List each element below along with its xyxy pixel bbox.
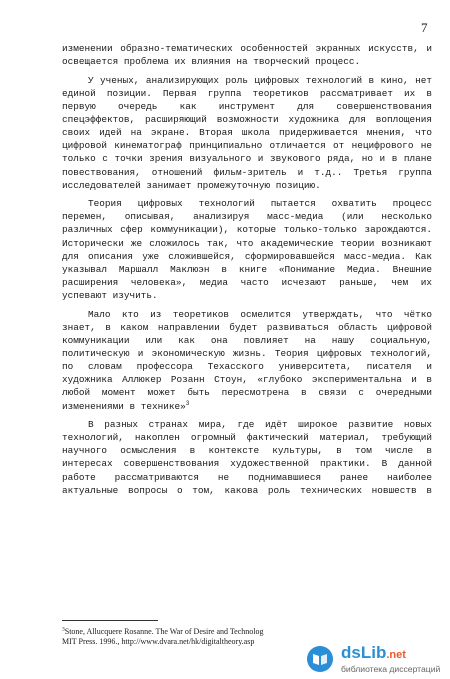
quote-end-text: изменениями в технике»	[62, 400, 186, 412]
text-line: научного осмысления в контексте культуры, в том числе в	[62, 445, 432, 457]
text-line: коммуникации или как она повлияет на нашу социальную,	[62, 334, 432, 346]
text-line: указывал Маршалл Маклюэн в книге «Понимание Медиа. Внешние	[62, 263, 432, 275]
text-line: различных сфер коммуникации), которые только-только зарождаются.	[62, 224, 432, 236]
text-line: спецэффектов, расширяющий возможности художника для воплощения	[62, 114, 432, 125]
text-line: только с точки зрения визуального и звукового ряда, но и в плане	[62, 153, 432, 165]
text-line: художника Аллюкер Розанн Стоун, «глубоко экспериментальна и в	[62, 374, 432, 386]
text-line: В разных странах мира, где идёт широкое развитие новых	[88, 418, 432, 430]
text-line: любой момент может быть пересмотрена в связи с очередными	[62, 387, 432, 399]
body-text	[62, 42, 432, 497]
text-line: Теория цифровых технологий пытается охватить процесс	[88, 198, 432, 210]
text-line: перемен, описывая, анализируя масс-медиа (или несколько	[62, 211, 432, 223]
text-line: первую очередь как инструмент для совершенствования	[62, 100, 432, 112]
text-line: знает, в каком направлении будет развиваться область цифровой	[62, 321, 432, 333]
text-line: успевают изучить.	[62, 290, 158, 302]
watermark-name	[341, 643, 406, 663]
page-number: 7	[421, 20, 428, 35]
text-line: цифровой кинематограф принципиально отличается от нецифрового не	[62, 140, 432, 152]
text-line: политическую и экономическую жизнь. Теория цифровых технологий,	[62, 347, 432, 359]
text-line: Исторически же сложилось так, что академические теории возникают	[62, 237, 432, 249]
watermark-tagline: библиотека диссертаций	[341, 664, 441, 674]
text-line: освещается проблема их влияния на творческий процесс.	[62, 56, 361, 68]
footnote-line	[62, 627, 392, 637]
footnote-line[interactable]: MIT Press. 1996., http://www.dvara.net/hk/digitaltheory.asp	[62, 637, 255, 646]
footnote-citation: Stone, Allucquere Rosanne. The War of Desire and Technolog	[64, 627, 264, 636]
text-line: интересах совершенствования художественной практики. В данной	[62, 458, 432, 470]
watermark-tld: .net	[386, 649, 406, 661]
text-line	[62, 400, 432, 413]
text-line: Мало кто из теоретиков осмелится утверждать, что чётко	[88, 308, 432, 320]
text-line: повествования, отношений фильм-зритель и т.д.. Третья группа	[62, 166, 432, 178]
footnote-reference[interactable]: 3	[185, 399, 190, 407]
text-line: актуальные вопросы о том, какова роль технических новшеств в	[62, 484, 432, 496]
text-line: расширения человека», медиа часто исчезают раньше, чем их	[62, 276, 432, 288]
text-line: для описания уже сложившейся, сформировавшейся масс-медиа. Как	[62, 250, 432, 262]
text-line: исследователей занимает промежуточную позицию.	[62, 179, 321, 191]
text-line: технологий, накоплен огромный фактический материал, требующий	[62, 432, 432, 444]
dslib-logo-icon	[305, 644, 335, 674]
text-line: изменении образно-тематических особенностей экранных искусств, и	[62, 43, 432, 54]
text-line: работе рассматриваются не поднимавшиеся ранее наиболее	[62, 471, 432, 483]
footnote-marker: 3	[62, 627, 65, 633]
text-line: по словам профессора Техасского университета, писателя и	[62, 361, 432, 373]
text-line: своих идей на экране. Вторая школа придерживается мнения, что	[62, 127, 432, 139]
text-line: единой позиции. Первая группа теоретиков рассматривает их в	[62, 87, 432, 99]
watermark-site: dsLib	[341, 643, 387, 662]
footnote-divider	[62, 620, 158, 621]
dslib-watermark[interactable]	[305, 643, 450, 679]
text-line: У ученых, анализирующих роль цифровых технологий в кино, нет	[88, 74, 432, 86]
